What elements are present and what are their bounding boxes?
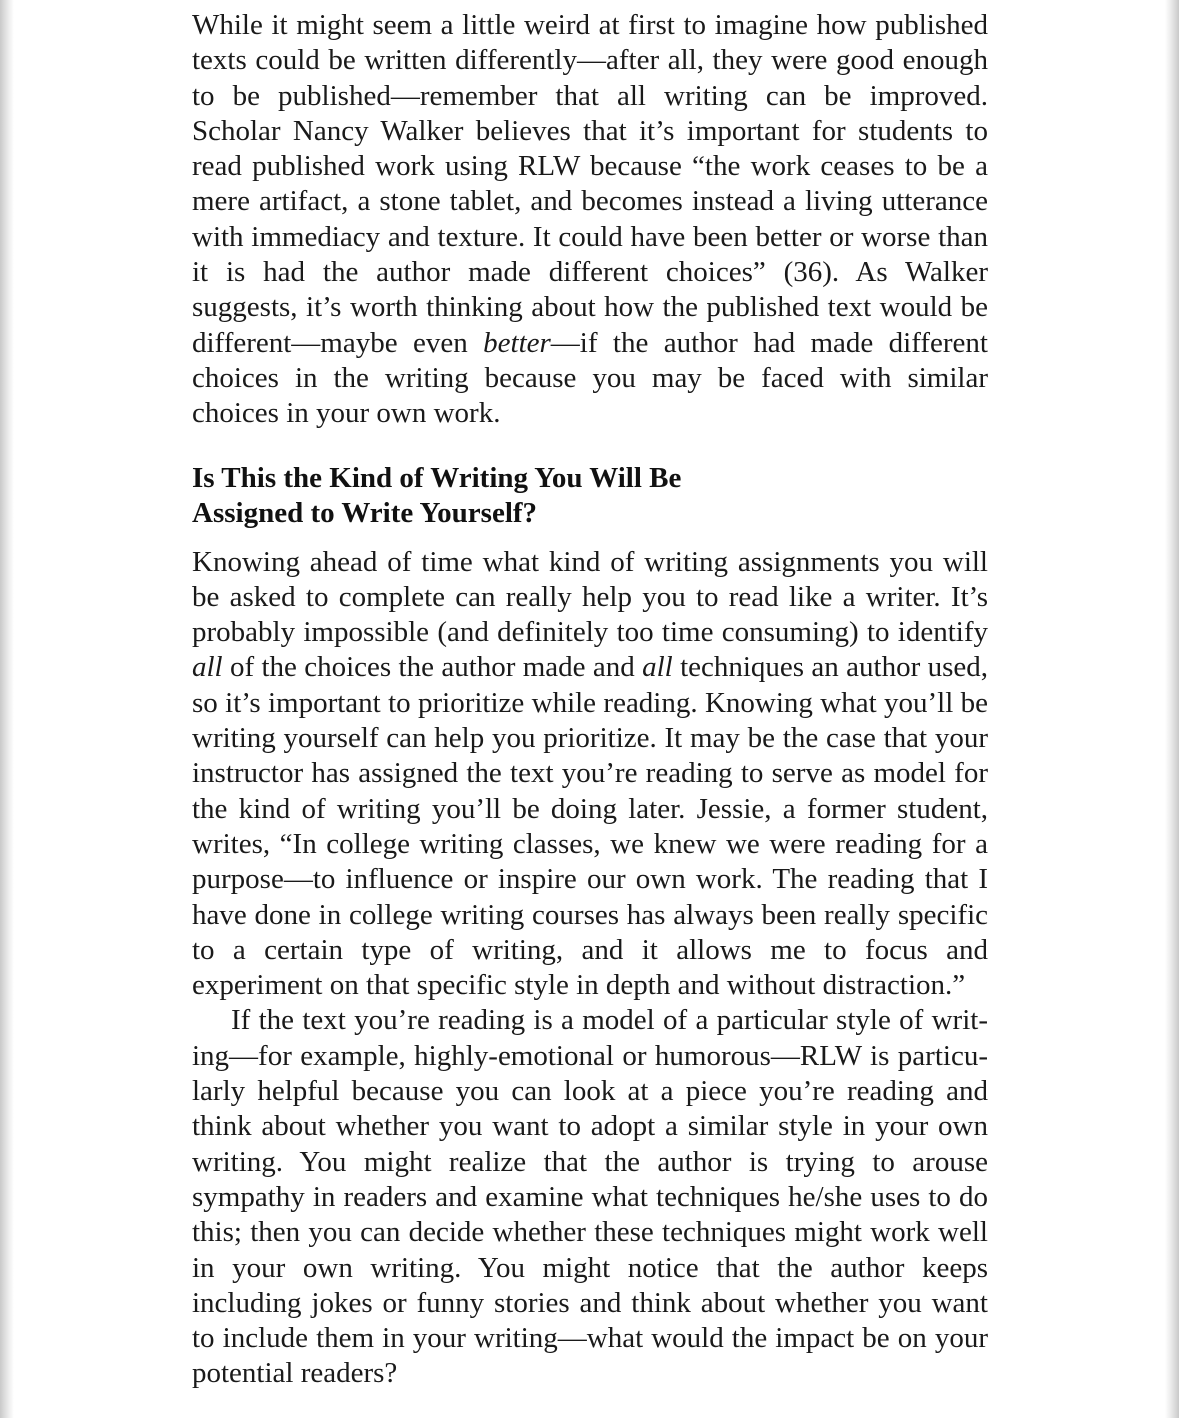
heading-line-2: Assigned to Write Yourself? xyxy=(192,496,538,529)
document-body xyxy=(192,8,988,1392)
section-heading xyxy=(192,461,988,531)
page-edge-right xyxy=(1165,0,1179,1418)
paragraph-1: While it might seem a little weird at first to imagine how published texts could be written differently—after all, they were good enough to be published—remember that all writing can be improved. Scholar Nancy Walker believes that it’s important for students to read published work using RLW because “the work ceases to be a mere artifact, a stone tablet, and becomes instead a living utterance with immediacy and texture. It could have been better or worse than it is had the author made different choices” (36). As Walker suggests, it’s worth thinking about how the published text would be different—maybe even better—if the author had made different choices in the writing because you may be faced with similar choices in your own work. xyxy=(192,9,988,430)
page-edge-left xyxy=(0,0,14,1418)
paragraph-2: Knowing ahead of time what kind of writing assignments you will be asked to complete can really help you to read like a writer. It’s probably impossible (and definitely too time consuming) to identify all of the choices the author made and all techniques an author used, so it’s important to prioritize while reading. Knowing what you’ll be writing yourself can help you prioritize. It may be the case that your instructor has assigned the text you’re reading to serve as model for the kind of writing you’ll be doing later. Jessie, a former student, writes, “In college writing classes, we knew we were reading for a purpose—to influence or inspire our own work. The reading that I have done in college writing courses has always been really specific to a certain type of writing, and it allows me to focus and experiment on that specific style in depth and without distraction.” xyxy=(192,545,988,1002)
heading-line-1: Is This the Kind of Writing You Will Be xyxy=(192,461,682,494)
paragraph-3: If the text you’re reading is a model of a particular style of writing—for example, highly-emotional or humorous—RLW is particularly helpful because you can look at a piece you’re reading and think about whether you want to adopt a similar style in your own writing. You might realize that the author is trying to arouse sympathy in readers and examine what techniques he/she uses to do this; then you can decide whether these techniques might work well in your own writing. You might notice that the author keeps including jokes or funny stories and think about whether you want to include them in your writing—what would the impact be on your potential readers? xyxy=(192,1004,988,1390)
